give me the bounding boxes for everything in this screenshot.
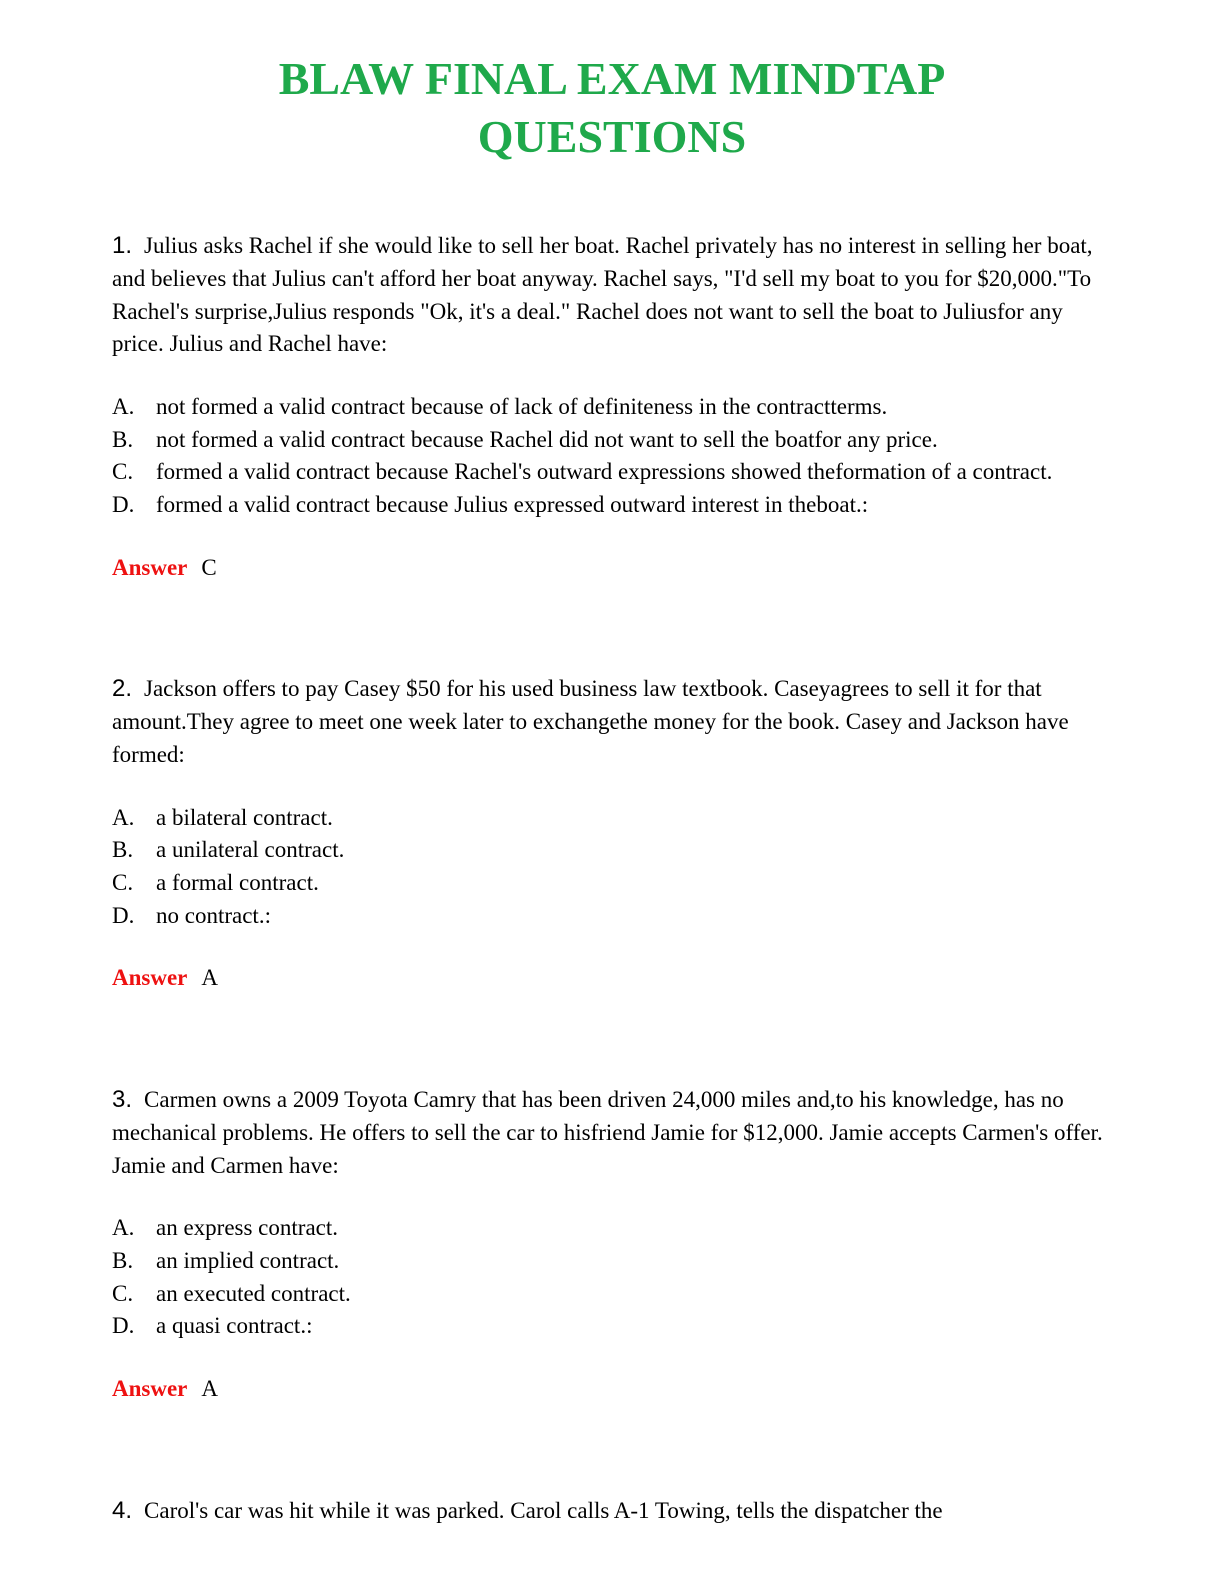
option-letter: C. [112, 870, 134, 896]
option-text: formed a valid contract because Rachel's outward expressions showed theformation of a contract. [156, 459, 1053, 485]
answer-line [112, 962, 1112, 995]
page-title-line1: BLAW FINAL EXAM MINDTAP [278, 53, 946, 104]
option-text: a unilateral contract. [156, 837, 345, 863]
option-letter: D. [112, 1313, 135, 1339]
answer-value: A [201, 965, 219, 991]
option-text: an executed contract. [156, 1280, 351, 1306]
option-text: a formal contract. [156, 870, 319, 896]
question-block [112, 229, 1112, 584]
answer-option [112, 1212, 1112, 1245]
page-title [112, 50, 1112, 165]
question-number: 2. [112, 675, 133, 703]
option-letter: A. [112, 394, 135, 420]
option-letter: C. [112, 459, 134, 485]
options-list [112, 391, 1112, 522]
answer-option [112, 1310, 1112, 1343]
answer-label: Answer [112, 554, 188, 580]
option-letter: A. [112, 804, 135, 830]
answer-option [112, 802, 1112, 835]
option-text: a quasi contract.: [156, 1313, 313, 1339]
option-text: no contract.: [156, 902, 271, 928]
option-text: not formed a valid contract because of lack of definiteness in the contractterms. [156, 394, 888, 420]
option-text: an express contract. [156, 1215, 339, 1241]
answer-option [112, 1245, 1112, 1278]
option-text: not formed a valid contract because Rachel did not want to sell the boatfor any price. [156, 426, 938, 452]
questions-list [112, 229, 1112, 1528]
option-text: a bilateral contract. [156, 804, 333, 830]
answer-line [112, 552, 1112, 585]
option-letter: D. [112, 902, 135, 928]
answer-option [112, 867, 1112, 900]
option-letter: B. [112, 837, 134, 863]
question-text: 1. Julius asks Rachel if she would like to sell her boat. Rachel privately has no interest in selling her boat, and believes that Julius can't afford her boat anyway. Rachel says, "I'd sell my boat to you for $20,000."To Rachel's surprise,Julius responds "Ok, it's a deal." Rachel does not want to sell the boat to Juliusfor any price. Julius and Rachel have: [112, 232, 1093, 357]
option-letter: C. [112, 1280, 134, 1306]
question-block [112, 1494, 1112, 1528]
question-text: 4. Carol's car was hit while it was parked. Carol calls A-1 Towing, tells the dispatcher the [112, 1496, 943, 1524]
answer-option [112, 391, 1112, 424]
answer-label: Answer [112, 965, 188, 991]
option-letter: D. [112, 492, 135, 518]
page-title-line2: QUESTIONS [477, 110, 747, 162]
question-block [112, 1083, 1112, 1406]
answer-option [112, 900, 1112, 933]
question-text: 2. Jackson offers to pay Casey $50 for his used business law textbook. Caseyagrees to sell it for that amount.They agree to meet one week later to exchangethe money for the book. Casey and Jackson have formed: [112, 675, 1069, 768]
question-number: 1. [112, 232, 133, 259]
answer-option [112, 424, 1112, 457]
question-number: 4. [112, 1496, 133, 1524]
answer-value: C [201, 554, 217, 580]
answer-option [112, 1278, 1112, 1311]
option-text: formed a valid contract because Julius expressed outward interest in theboat.: [156, 492, 869, 518]
answer-option [112, 489, 1112, 522]
answer-value: A [201, 1376, 219, 1402]
question-number: 3. [112, 1086, 133, 1113]
answer-option [112, 456, 1112, 489]
options-list [112, 802, 1112, 933]
option-letter: B. [112, 426, 134, 452]
answer-option [112, 834, 1112, 867]
answer-label: Answer [112, 1376, 188, 1402]
question-text: 3. Carmen owns a 2009 Toyota Camry that has been driven 24,000 miles and,to his knowledge, has no mechanical problems. He offers to sell the car to hisfriend Jamie for $12,000. Jamie accepts Carmen's offer. Jamie and Carmen have: [112, 1086, 1103, 1178]
question-block [112, 672, 1112, 995]
option-letter: A. [112, 1215, 135, 1241]
option-text: an implied contract. [156, 1248, 340, 1274]
answer-line [112, 1373, 1112, 1406]
options-list [112, 1212, 1112, 1343]
option-letter: B. [112, 1248, 134, 1274]
